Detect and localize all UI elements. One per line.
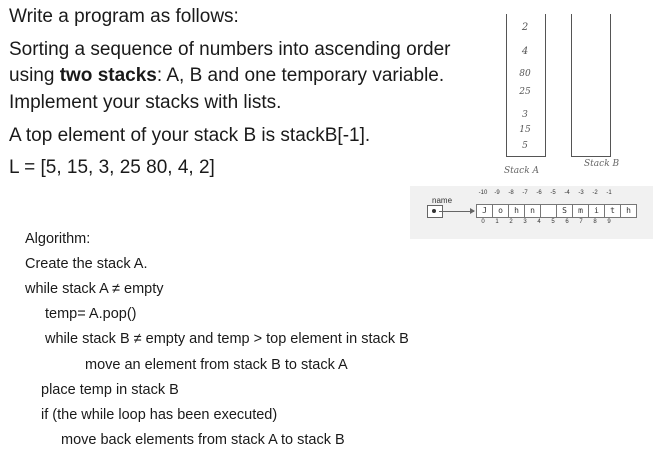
string-cell: m (572, 204, 589, 218)
string-cell: o (492, 204, 509, 218)
negative-index: -1 (606, 190, 612, 196)
positive-index: 3 (523, 219, 527, 225)
problem-intro: Write a program as follows: (9, 6, 239, 27)
stack-a-item: 80 (519, 69, 531, 79)
positive-index: 5 (551, 219, 555, 225)
negative-index: -3 (578, 190, 584, 196)
string-cell: h (508, 204, 525, 218)
arrow-head-icon (470, 208, 475, 214)
stack-a-item: 4 (521, 46, 529, 57)
problem-line-list: L = [5, 15, 3, 25 80, 4, 2] (9, 157, 215, 178)
problem-line-stacks (9, 65, 444, 87)
stack-a-label: Stack A (504, 166, 540, 176)
string-cell: t (604, 204, 621, 218)
problem-line-stacks-pre: using (9, 65, 60, 86)
positive-index: 6 (565, 219, 569, 225)
string-cell: h (620, 204, 637, 218)
positive-index: 1 (495, 219, 499, 225)
string-cell: S (556, 204, 573, 218)
string-cell: i (588, 204, 605, 218)
variable-name-label: name (432, 196, 453, 205)
algorithm-step: move back elements from stack A to stack B (61, 432, 345, 448)
string-cell (540, 204, 557, 218)
problem-line-top-element: A top element of your stack B is stackB[-1]. (9, 125, 371, 146)
negative-index: -2 (592, 190, 598, 196)
stack-b-column (571, 14, 611, 157)
algorithm-step: temp= A.pop() (45, 306, 137, 322)
negative-index-row (476, 190, 616, 196)
negative-index: -7 (522, 190, 528, 196)
string-cell: J (476, 204, 493, 218)
string-cell: n (524, 204, 541, 218)
problem-line-sorting: Sorting a sequence of numbers into ascending order (9, 39, 451, 60)
negative-index: -5 (550, 190, 556, 196)
stack-a-column (506, 14, 546, 157)
negative-index: -9 (494, 190, 500, 196)
problem-line-stacks-bold: two stacks (59, 65, 157, 86)
negative-index: -6 (536, 190, 542, 196)
positive-index: 8 (593, 219, 597, 225)
pointer-dot (432, 209, 436, 213)
positive-index: 9 (607, 219, 611, 225)
stack-a-item: 5 (522, 141, 528, 151)
pointer-arrow (439, 211, 474, 212)
algorithm-step: if (the while loop has been executed) (41, 407, 278, 423)
problem-line-implement: Implement your stacks with lists. (9, 92, 282, 113)
string-cells (476, 204, 636, 218)
positive-index: 2 (509, 219, 513, 225)
stack-a-item: 2 (521, 22, 529, 33)
negative-index: -8 (508, 190, 514, 196)
positive-index-row (476, 219, 616, 225)
problem-line-stacks-post: : A, B and one temporary variable. (156, 65, 445, 86)
positive-index: 4 (537, 219, 541, 225)
algorithm-title: Algorithm: (25, 231, 91, 247)
algorithm-step: Create the stack A. (25, 256, 148, 272)
positive-index: 0 (481, 219, 485, 225)
negative-index: -4 (564, 190, 570, 196)
stack-a-item: 3 (522, 110, 528, 120)
algorithm-step: place temp in stack B (41, 382, 179, 398)
stack-a-item: 15 (519, 125, 531, 135)
positive-index: 7 (579, 219, 583, 225)
stack-b-label: Stack B (584, 159, 620, 169)
algorithm-step: while stack A ≠ empty (25, 281, 164, 297)
algorithm-step: while stack B ≠ empty and temp > top element in stack B (45, 331, 409, 347)
algorithm-step: move an element from stack B to stack A (85, 357, 348, 373)
negative-index: -10 (478, 190, 488, 196)
stack-a-item: 25 (519, 87, 531, 97)
